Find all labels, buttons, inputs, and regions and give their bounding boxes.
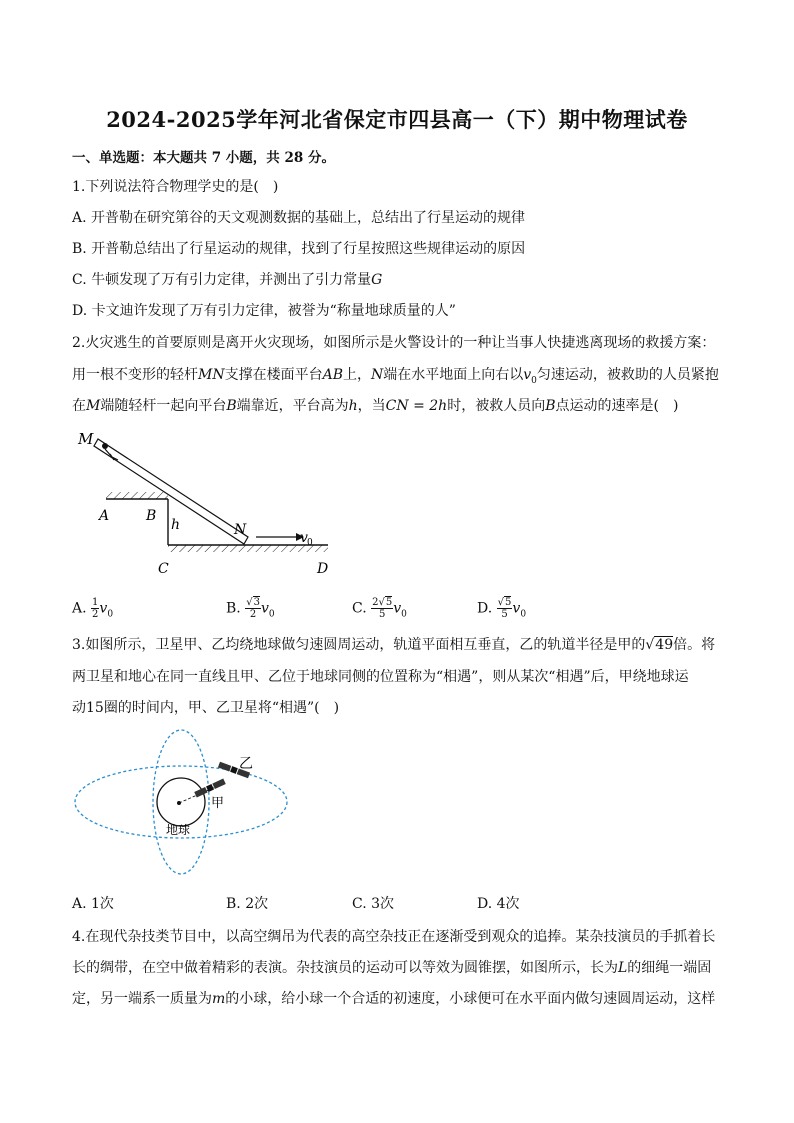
q1-option-b: B. 开普勒总结出了行星运动的规律，找到了行星按照这些规律运动的原因 [72, 241, 526, 257]
q1-option-a: A. 开普勒在研究第谷的天文观测数据的基础上，总结出了行星运动的规律 [72, 210, 526, 226]
section-heading: 一、单选题：本大题共 7 小题，共 28 分。 [72, 150, 335, 166]
q3-stem-line2: 两卫星和地心在同一直线且甲、乙位于地球同侧的位置称为“相遇”，则从某次“相遇”后，甲绕地球运 [72, 669, 689, 685]
label-n: N [234, 522, 247, 538]
label-d: D [317, 561, 329, 577]
label-c: C [158, 561, 169, 577]
label-a: A [99, 508, 110, 524]
q2-option-b: B. $\frac{√3}{2}$ $v_0$ [226, 597, 275, 620]
exam-title: 2024-2025学年河北省保定市四县高一（下）期中物理试卷 [106, 107, 688, 132]
label-jia: 甲 [211, 796, 225, 811]
q2-stem-line1: 2.火灾逃生的首要原则是离开火灾现场，如图所示是火警设计的一种让当事人快捷逃离现场的救援方案： [72, 335, 716, 351]
q3-option-b: B. 2次 [226, 896, 269, 912]
label-v0-sub: 0 [307, 538, 313, 548]
label-m: M [78, 430, 94, 448]
q2-rescue-figure [72, 430, 342, 580]
q2-stem-line2: 用一根不变形的轻杆MN支撑在楼面平台AB上，N端在水平地面上向右以$v_0$匀速运动，被救助的人员紧抱 [72, 367, 719, 386]
q1-option-c: C. 牛顿发现了万有引力定律，并测出了引力常量G [72, 272, 383, 288]
label-earth: 地球 [166, 823, 191, 837]
q2-stem-line3: 在M端随轻杆一起向平台B端靠近，平台高为h，当CN = 2h时，被救人员向B点运动的速率是( ) [72, 398, 679, 414]
q2-option-d: D. $\frac{√5}{5}$ $v_0$ [477, 597, 527, 620]
label-yi: 乙 [239, 756, 253, 772]
q3-option-d: D. 4次 [477, 896, 520, 912]
q3-stem-line3: 动15圈的时间内，甲、乙卫星将“相遇”( ) [72, 700, 340, 716]
q2-option-a: A. $\frac{1}{2}$ $v_0$ [72, 597, 114, 620]
q4-stem-line2: 长的绸带，在空中做着精彩的表演。杂技演员的运动可以等效为圆锥摆，如图所示，长为L的细绳一端固 [72, 960, 712, 976]
q2-option-c: C. $\frac{2√5}{5}$ $v_0$ [352, 597, 407, 620]
q4-stem-line3: 定，另一端系一质量为m的小球，给小球一个合适的初速度，小球便可在水平面内做匀速圆周运动，这样 [72, 991, 716, 1007]
label-v0: v [300, 530, 308, 546]
q1-stem: 1.下列说法符合物理学史的是( ) [72, 179, 279, 195]
q3-stem-line1: 3.如图所示，卫星甲、乙均绕地球做匀速圆周运动，轨道平面相互垂直，乙的轨道半径是甲的√49倍。将 [72, 637, 716, 653]
platform-hatch [106, 492, 168, 499]
q4-stem-line1: 4.在现代杂技类节目中，以高空绸吊为代表的高空杂技正在逐渐受到观众的追捧。某杂技演员的手抓着长 [72, 929, 716, 945]
q3-orbit-figure [72, 728, 312, 878]
q3-option-c: C. 3次 [352, 896, 395, 912]
q3-option-a: A. 1次 [72, 896, 114, 912]
person-head [102, 443, 108, 449]
ground-hatch [168, 545, 328, 552]
label-h: h [171, 517, 181, 533]
q1-option-d: D. 卡文迪许发现了万有引力定律，被誉为“称量地球质量的人” [72, 303, 456, 319]
label-b: B [146, 508, 157, 524]
